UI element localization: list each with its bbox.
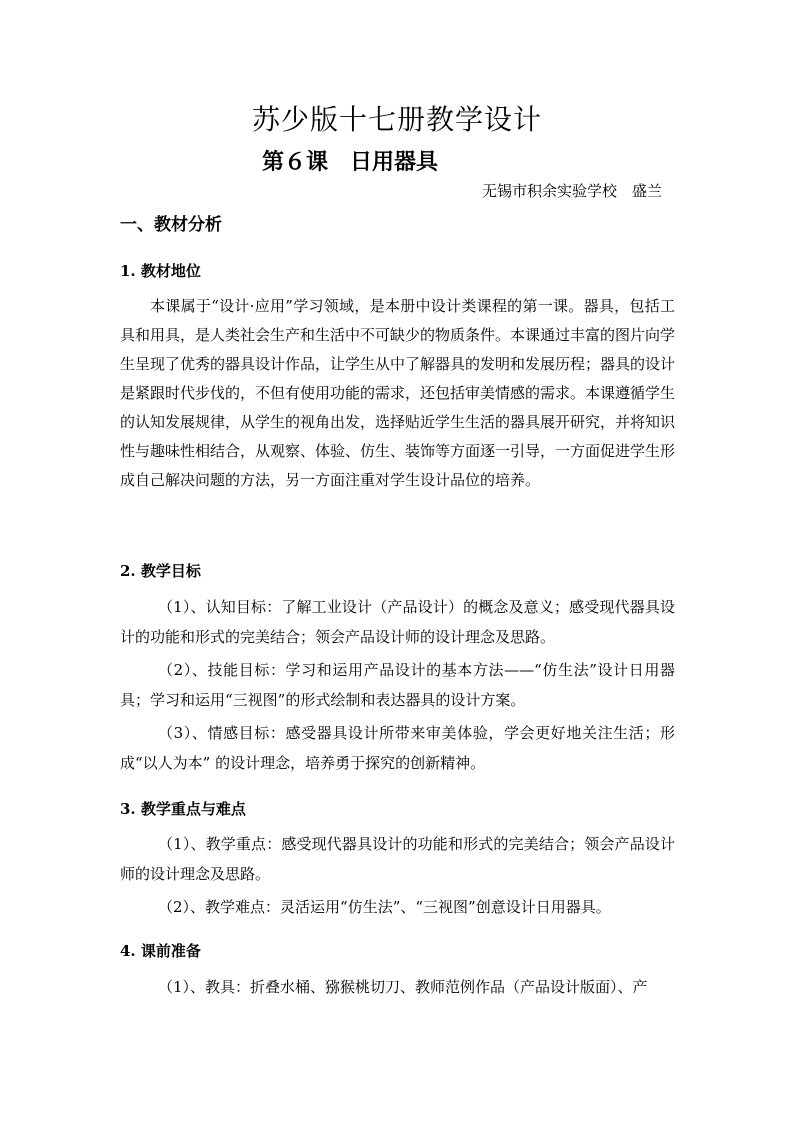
objective-item-emotion: （3）、情感目标：感受器具设计所带来审美体验，学会更好地关注生活；形成“以人为本” 的设计理念，培养勇于探究的创新精神。: [120, 724, 675, 772]
preparation-item-tools: （1）、教具：折叠水桶、猕猴桃切刀、教师范例作品（产品设计版面）、产: [158, 978, 648, 996]
objective-item-cognitive: （1）、认知目标：了解工业设计（产品设计）的概念及意义；感受现代器具设计的功能和形式的完美结合；领会产品设计师的设计理念及思路。: [120, 598, 675, 646]
document-title: 苏少版十七册教学设计: [251, 103, 542, 136]
subsection-heading-position: 1. 教材地位: [120, 262, 201, 280]
keypoint-item-focus: （1）、教学重点：感受现代器具设计的功能和形式的完美结合；领会产品设计师的设计理念及思路。: [120, 835, 675, 883]
subsection-heading-objectives: 2. 教学目标: [120, 562, 201, 580]
paragraph-position: 本课属于“设计·应用”学习领域，是本册中设计类课程的第一课。器具，包括工具和用具，是人类社会生产和生活中不可缺少的物质条件。本课通过丰富的图片向学生呈现了优秀的器具设计作品，让学生从中了解器具的发明和发展历程；器具的设计是紧跟时代步伐的，不但有使用功能的需求，还包括审美情感的需求。本课遵循学生的认知发展规律，从学生的视角出发，选择贴近学生生活的器具展开研究，并将知识性与趣味性相结合，从观察、体验、仿生、装饰等方面逐一引导，一方面促进学生形成自己解决问题的方法，另一方面注重对学生设计品位的培养。: [120, 297, 676, 489]
author-line: 无锡市积余实验学校 盛兰: [481, 182, 662, 200]
subsection-heading-preparation: 4. 课前准备: [120, 942, 201, 960]
subsection-heading-keypoints: 3. 教学重点与难点: [120, 800, 246, 818]
section-heading-analysis: 一、教材分析: [120, 215, 222, 235]
objective-item-skill: （2）、技能目标：学习和运用产品设计的基本方法——“仿生法”设计日用器具；学习和运用“三视图”的形式绘制和表达器具的设计方案。: [120, 661, 675, 709]
lesson-subtitle: 第６课 日用器具: [262, 150, 439, 175]
keypoint-item-difficulty: （2）、教学难点：灵活运用“仿生法”、“三视图”创意设计日用器具。: [158, 898, 611, 916]
